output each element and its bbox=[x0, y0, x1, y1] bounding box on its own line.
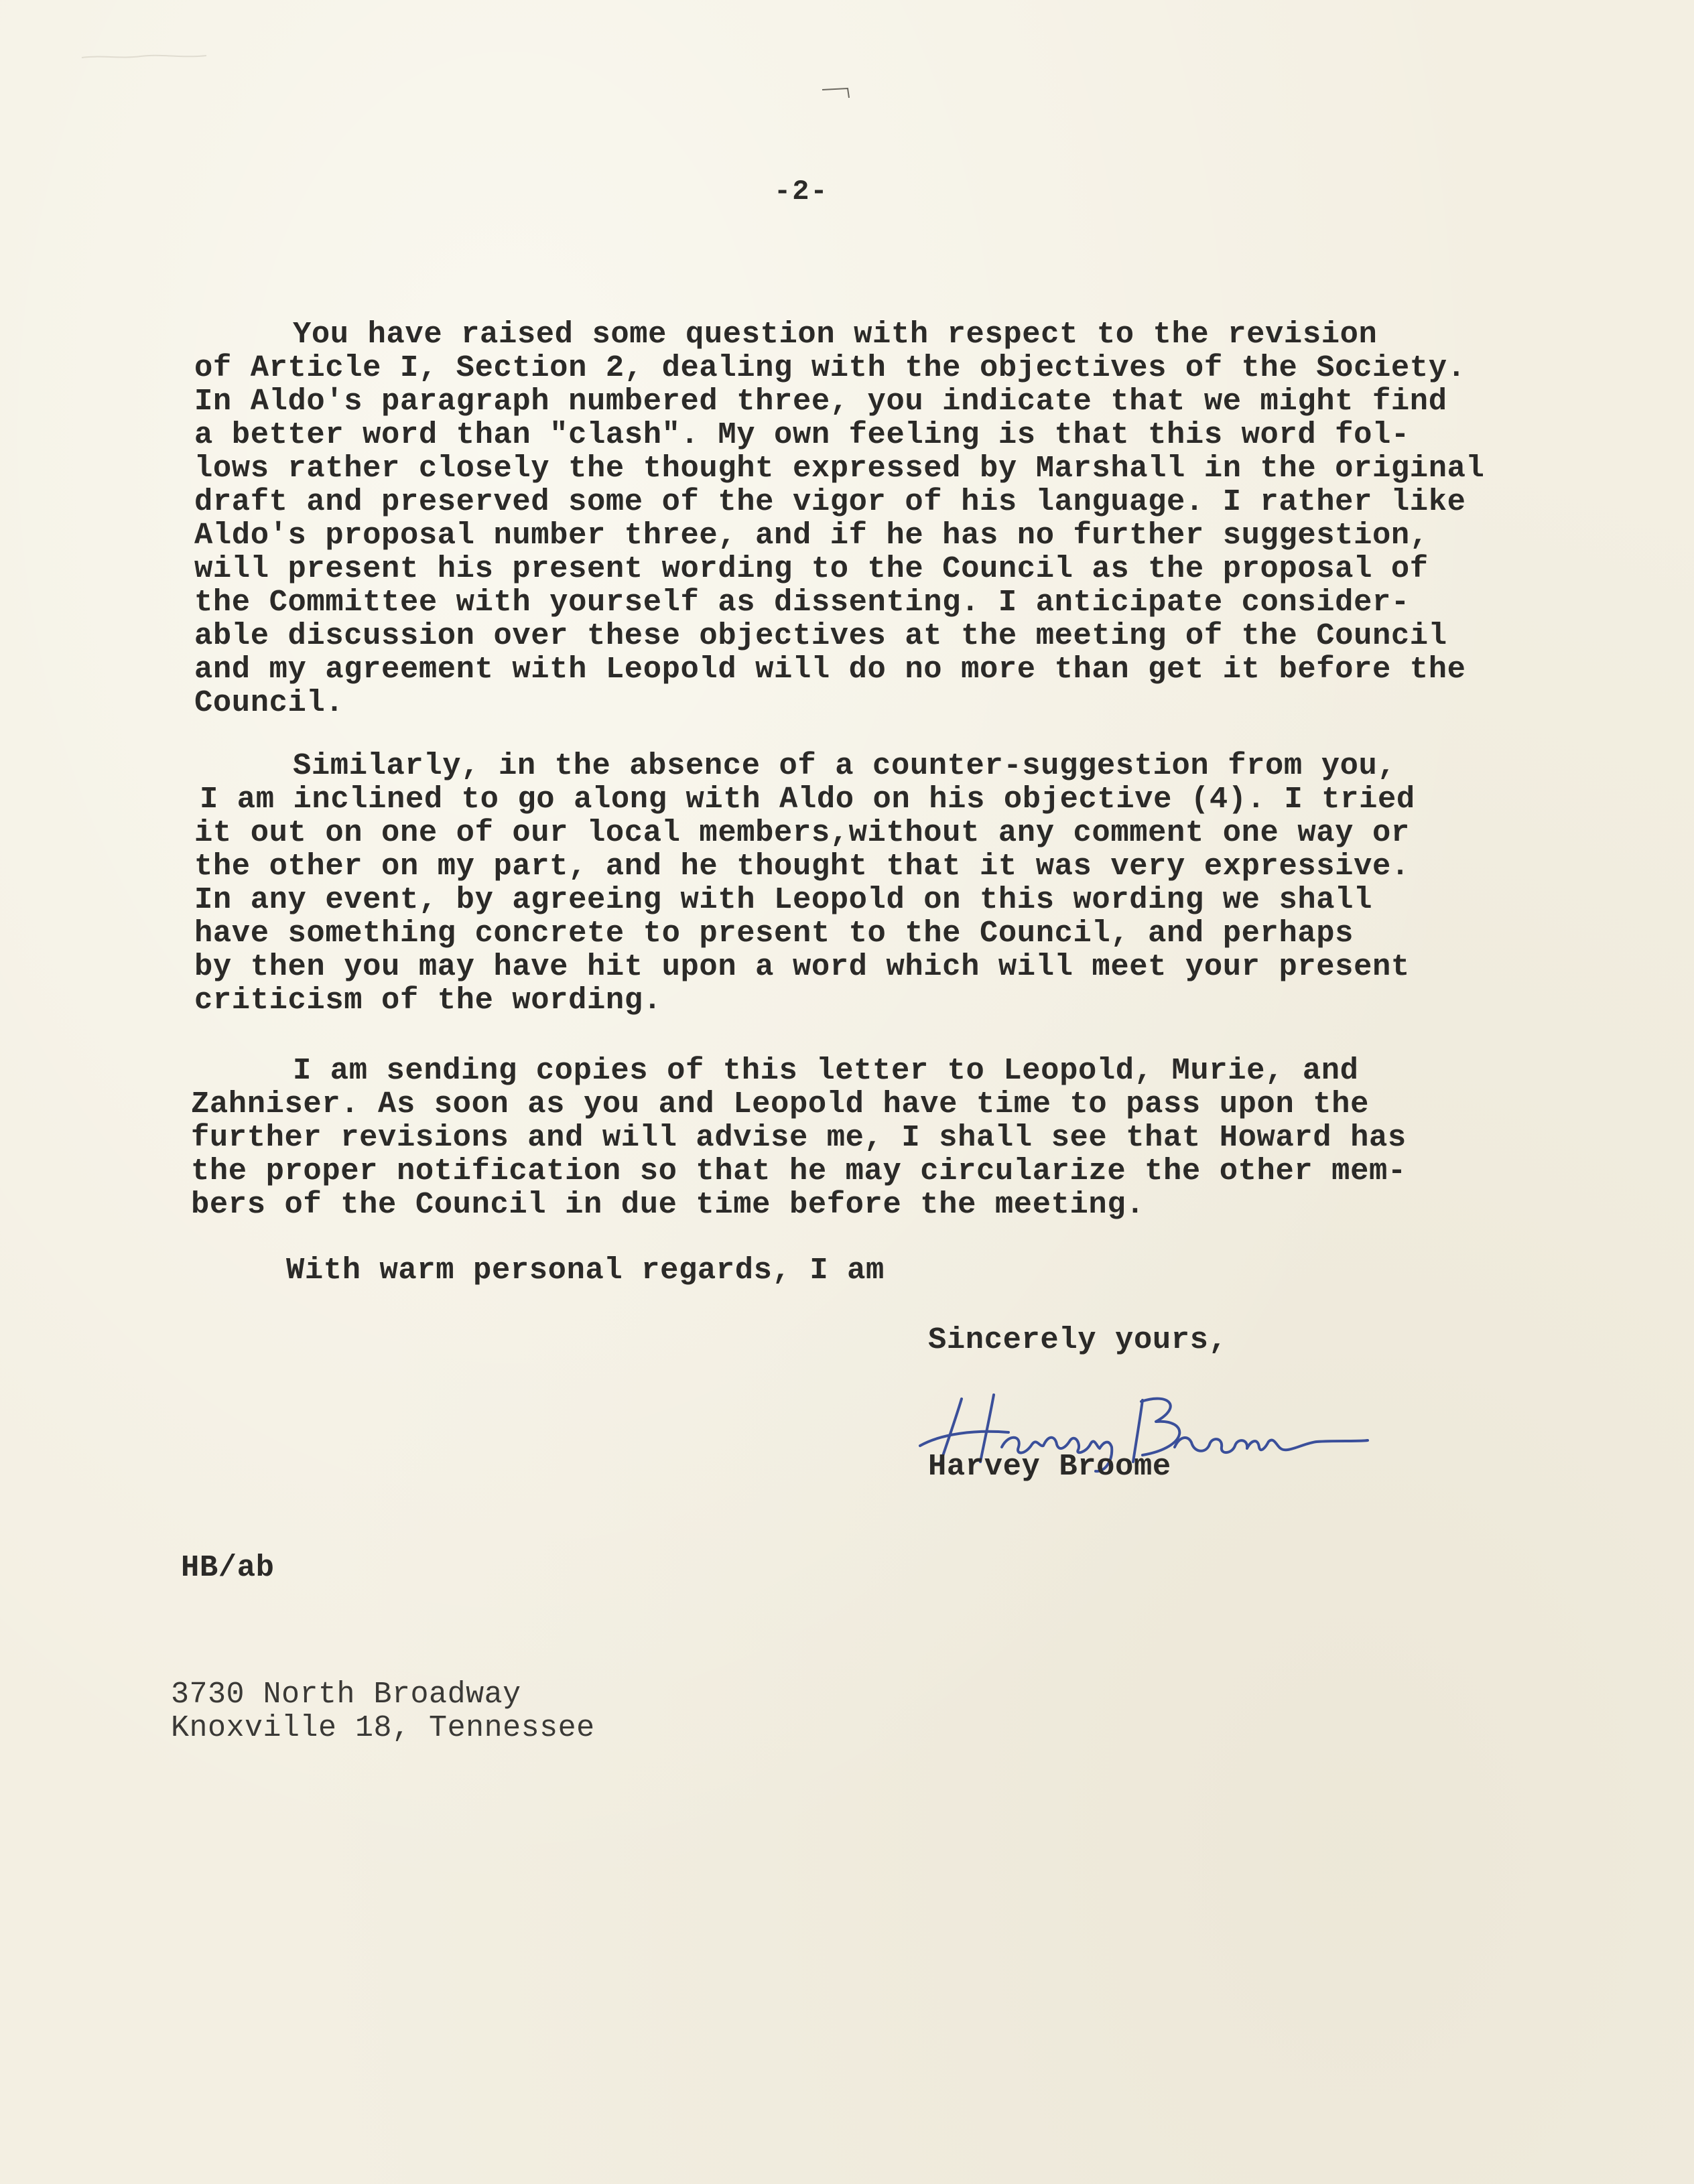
reference-initials: HB/ab bbox=[181, 1550, 275, 1585]
text-line: the proper notification so that he may circularize the other mem- bbox=[191, 1154, 1407, 1188]
address-street: 3730 North Broadway bbox=[171, 1678, 521, 1712]
complimentary-close: Sincerely yours, bbox=[928, 1322, 1228, 1357]
text-line: Council. bbox=[194, 685, 344, 720]
text-line: it out on one of our local members,without any comment one way or bbox=[194, 815, 1410, 850]
closing-sentence: With warm personal regards, I am bbox=[286, 1253, 885, 1288]
text-line: You have raised some question with respect to the revision bbox=[293, 317, 1378, 352]
text-line: will present his present wording to the Council as the proposal of bbox=[194, 551, 1429, 586]
text-line: bers of the Council in due time before the meeting. bbox=[191, 1187, 1145, 1222]
text-line: criticism of the wording. bbox=[194, 983, 662, 1018]
page-number: -2- bbox=[774, 176, 829, 208]
text-line: lows rather closely the thought expressed by Marshall in the original bbox=[194, 451, 1485, 486]
paper-scuff-mark bbox=[80, 52, 208, 62]
address-city: Knoxville 18, Tennessee bbox=[171, 1711, 595, 1745]
text-line: draft and preserved some of the vigor of his language. I rather like bbox=[194, 484, 1466, 519]
text-line: able discussion over these objectives at the meeting of the Council bbox=[194, 618, 1447, 653]
text-line: further revisions and will advise me, I shall see that Howard has bbox=[191, 1120, 1407, 1155]
paper-tick-mark bbox=[821, 86, 853, 100]
text-line: Similarly, in the absence of a counter-suggestion from you, bbox=[293, 748, 1396, 783]
text-line: the Committee with yourself as dissenting. I anticipate consider- bbox=[194, 585, 1410, 620]
text-line: by then you may have hit upon a word which will meet your present bbox=[194, 949, 1410, 984]
text-line: In Aldo's paragraph numbered three, you indicate that we might find bbox=[194, 384, 1447, 419]
text-line: a better word than "clash". My own feeling is that this word fol- bbox=[194, 417, 1410, 452]
text-line: I am sending copies of this letter to Leopold, Murie, and bbox=[293, 1053, 1359, 1088]
text-line: Aldo's proposal number three, and if he has no further suggestion, bbox=[194, 518, 1429, 553]
text-line: of Article I, Section 2, dealing with the objectives of the Society. bbox=[194, 350, 1466, 385]
text-line: and my agreement with Leopold will do no more than get it before the bbox=[194, 652, 1466, 687]
text-line: Zahniser. As soon as you and Leopold have time to pass upon the bbox=[191, 1087, 1369, 1121]
text-line: In any event, by agreeing with Leopold on this wording we shall bbox=[194, 882, 1372, 917]
typed-signature-name: Harvey Broome bbox=[928, 1449, 1171, 1484]
text-line: I am inclined to go along with Aldo on his objective (4). I tried bbox=[200, 782, 1415, 817]
text-line: have something concrete to present to the Council, and perhaps bbox=[194, 916, 1354, 951]
text-line: the other on my part, and he thought that it was very expressive. bbox=[194, 849, 1410, 884]
